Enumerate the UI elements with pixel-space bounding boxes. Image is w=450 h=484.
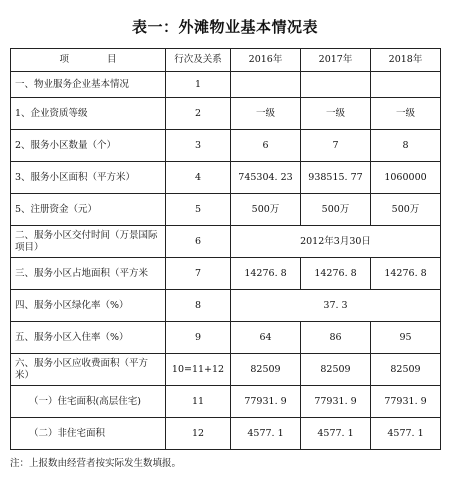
row-value-2018: 1060000 <box>371 162 441 194</box>
row-label: 1、企业资质等级 <box>11 98 166 130</box>
row-value-2017: 82509 <box>301 354 371 386</box>
row-value-2016: 82509 <box>231 354 301 386</box>
row-label: 一、物业服务企业基本情况 <box>11 72 166 98</box>
table-row <box>11 226 441 258</box>
row-value-2017: 4577. 1 <box>301 418 371 450</box>
row-code: 8 <box>166 290 231 322</box>
header-item: 项 目 <box>11 49 166 72</box>
row-label: （二）非住宅面积 <box>11 418 166 450</box>
table-row <box>11 194 441 226</box>
row-code: 5 <box>166 194 231 226</box>
table-row <box>11 130 441 162</box>
table-row <box>11 322 441 354</box>
header-2016: 2016年 <box>231 49 301 72</box>
row-value-2016: 500万 <box>231 194 301 226</box>
row-value-2016: 4577. 1 <box>231 418 301 450</box>
row-value-merged: 2012年3月30日 <box>231 226 441 258</box>
row-value-2017: 500万 <box>301 194 371 226</box>
row-code: 9 <box>166 322 231 354</box>
table-row <box>11 98 441 130</box>
row-value-2016: 64 <box>231 322 301 354</box>
row-code: 6 <box>166 226 231 258</box>
row-value-2017: 一级 <box>301 98 371 130</box>
row-code: 4 <box>166 162 231 194</box>
row-label: 六、服务小区应收费面积（平方米） <box>11 354 166 386</box>
row-value-2018: 500万 <box>371 194 441 226</box>
row-label: 5、注册资金（元） <box>11 194 166 226</box>
header-2018: 2018年 <box>371 49 441 72</box>
row-label: 四、服务小区绿化率（%） <box>11 290 166 322</box>
header-row <box>11 49 441 72</box>
row-label: 2、服务小区数量（个） <box>11 130 166 162</box>
row-code: 3 <box>166 130 231 162</box>
table-row <box>11 162 441 194</box>
row-label: 二、服务小区交付时间（万景国际项目） <box>11 226 166 258</box>
row-code: 7 <box>166 258 231 290</box>
row-label: （一）住宅面积(高层住宅) <box>11 386 166 418</box>
row-value-2017: 14276. 8 <box>301 258 371 290</box>
row-value-2016 <box>231 72 301 98</box>
row-value-2017: 77931. 9 <box>301 386 371 418</box>
header-2017: 2017年 <box>301 49 371 72</box>
table-row <box>11 386 441 418</box>
footnote: 注：上报数由经营者按实际发生数填报。 <box>10 458 182 469</box>
row-value-2017 <box>301 72 371 98</box>
row-code: 1 <box>166 72 231 98</box>
row-label: 3、服务小区面积（平方米） <box>11 162 166 194</box>
row-value-2016: 77931. 9 <box>231 386 301 418</box>
header-code: 行次及关系 <box>166 49 231 72</box>
table-title: 表一：外滩物业基本情况表 <box>131 18 318 36</box>
table-row <box>11 72 441 98</box>
table-row <box>11 290 441 322</box>
row-code: 10=11+12 <box>166 354 231 386</box>
row-value-2016: 14276. 8 <box>231 258 301 290</box>
row-code: 12 <box>166 418 231 450</box>
row-value-2018 <box>371 72 441 98</box>
row-value-2016: 745304. 23 <box>231 162 301 194</box>
row-value-merged: 37. 3 <box>231 290 441 322</box>
row-value-2016: 一级 <box>231 98 301 130</box>
row-code: 11 <box>166 386 231 418</box>
row-value-2017: 86 <box>301 322 371 354</box>
row-value-2018: 4577. 1 <box>371 418 441 450</box>
table-row <box>11 418 441 450</box>
row-value-2018: 8 <box>371 130 441 162</box>
property-info-table <box>10 48 441 450</box>
row-value-2018: 一级 <box>371 98 441 130</box>
row-value-2018: 82509 <box>371 354 441 386</box>
row-value-2018: 77931. 9 <box>371 386 441 418</box>
row-label: 三、服务小区占地面积（平方米 <box>11 258 166 290</box>
table-row <box>11 258 441 290</box>
row-value-2018: 95 <box>371 322 441 354</box>
row-value-2018: 14276. 8 <box>371 258 441 290</box>
table-row <box>11 354 441 386</box>
row-value-2016: 6 <box>231 130 301 162</box>
row-value-2017: 7 <box>301 130 371 162</box>
row-label: 五、服务小区入住率（%） <box>11 322 166 354</box>
row-value-2017: 938515. 77 <box>301 162 371 194</box>
row-code: 2 <box>166 98 231 130</box>
